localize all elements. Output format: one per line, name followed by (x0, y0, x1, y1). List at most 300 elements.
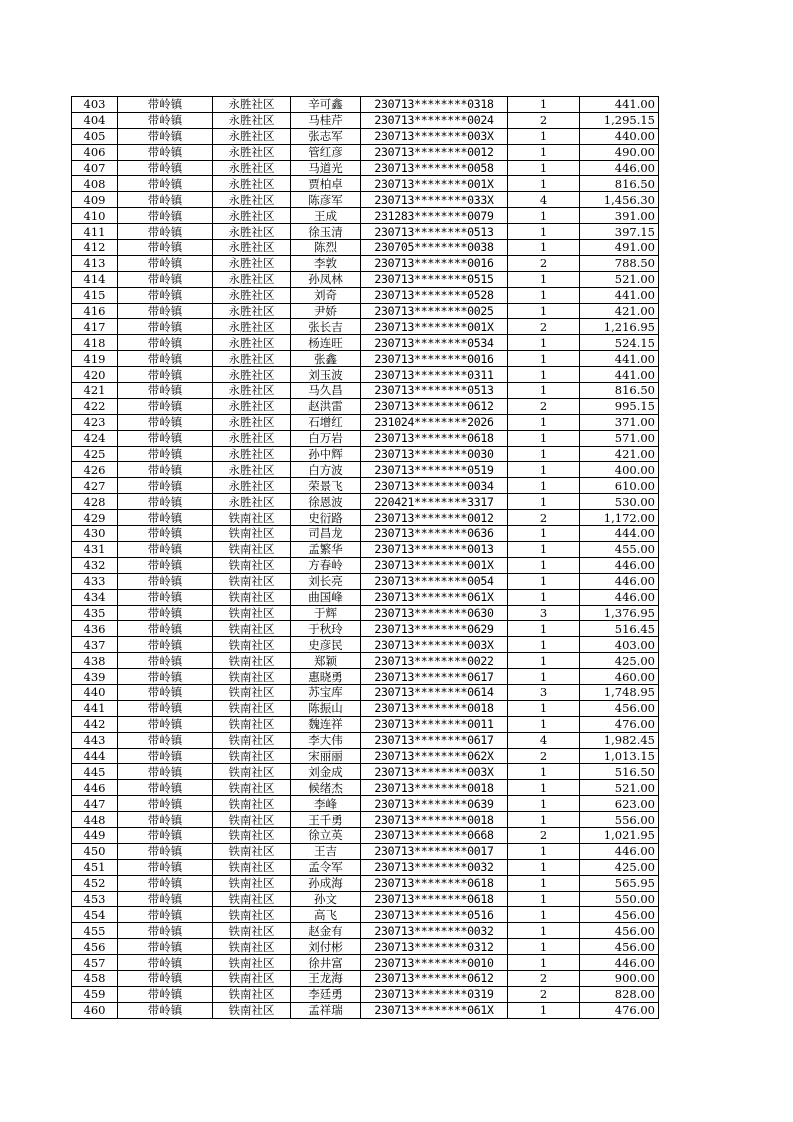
id-number-cell: 230713********0012 (361, 510, 508, 526)
name-cell: 徐恩波 (291, 494, 361, 510)
name-cell: 候绪杰 (291, 780, 361, 796)
town-cell: 带岭镇 (118, 700, 213, 716)
amount-cell: 1,013.15 (580, 748, 659, 764)
id-number-cell: 230713********0617 (361, 732, 508, 748)
community-cell: 铁南社区 (213, 510, 291, 526)
community-cell: 铁南社区 (213, 891, 291, 907)
household-count-cell: 1 (508, 573, 580, 589)
community-cell: 永胜社区 (213, 160, 291, 176)
id-number-cell: 230713********0016 (361, 351, 508, 367)
id-number-cell: 230713********0034 (361, 478, 508, 494)
community-cell: 永胜社区 (213, 208, 291, 224)
amount-cell: 1,295.15 (580, 112, 659, 128)
community-cell: 永胜社区 (213, 224, 291, 240)
community-cell: 铁南社区 (213, 843, 291, 859)
community-cell: 铁南社区 (213, 637, 291, 653)
town-cell: 带岭镇 (118, 684, 213, 700)
table-row (72, 573, 659, 589)
town-cell: 带岭镇 (118, 510, 213, 526)
town-cell: 带岭镇 (118, 748, 213, 764)
table-row (72, 430, 659, 446)
community-cell: 永胜社区 (213, 446, 291, 462)
name-cell: 魏连祥 (291, 716, 361, 732)
town-cell: 带岭镇 (118, 605, 213, 621)
id-number-cell: 230713********0513 (361, 383, 508, 399)
id-number-cell: 230713********0513 (361, 224, 508, 240)
id-number-cell: 230713********0054 (361, 573, 508, 589)
amount-cell: 490.00 (580, 144, 659, 160)
table-row (72, 780, 659, 796)
household-count-cell: 1 (508, 716, 580, 732)
table-row (72, 557, 659, 573)
id-number-cell: 230713********033X (361, 192, 508, 208)
household-count-cell: 1 (508, 637, 580, 653)
town-cell: 带岭镇 (118, 843, 213, 859)
id-number-cell: 230713********0013 (361, 541, 508, 557)
amount-cell: 371.00 (580, 414, 659, 430)
name-cell: 高飞 (291, 907, 361, 923)
id-number-cell: 230713********0528 (361, 287, 508, 303)
amount-cell: 446.00 (580, 160, 659, 176)
household-count-cell: 1 (508, 700, 580, 716)
town-cell: 带岭镇 (118, 398, 213, 414)
amount-cell: 444.00 (580, 526, 659, 542)
row-number-cell: 411 (72, 224, 118, 240)
town-cell: 带岭镇 (118, 97, 213, 113)
town-cell: 带岭镇 (118, 112, 213, 128)
town-cell: 带岭镇 (118, 224, 213, 240)
amount-cell: 571.00 (580, 430, 659, 446)
row-number-cell: 434 (72, 589, 118, 605)
community-cell: 永胜社区 (213, 478, 291, 494)
row-number-cell: 420 (72, 367, 118, 383)
row-number-cell: 408 (72, 176, 118, 192)
amount-cell: 565.95 (580, 875, 659, 891)
household-count-cell: 1 (508, 653, 580, 669)
row-number-cell: 452 (72, 875, 118, 891)
id-number-cell: 230713********0515 (361, 271, 508, 287)
community-cell: 铁南社区 (213, 748, 291, 764)
row-number-cell: 455 (72, 923, 118, 939)
town-cell: 带岭镇 (118, 637, 213, 653)
household-count-cell: 1 (508, 351, 580, 367)
row-number-cell: 437 (72, 637, 118, 653)
town-cell: 带岭镇 (118, 176, 213, 192)
row-number-cell: 413 (72, 255, 118, 271)
community-cell: 永胜社区 (213, 367, 291, 383)
row-number-cell: 446 (72, 780, 118, 796)
table-row (72, 605, 659, 621)
table-row (72, 383, 659, 399)
id-number-cell: 230713********001X (361, 176, 508, 192)
community-cell: 铁南社区 (213, 796, 291, 812)
row-number-cell: 459 (72, 986, 118, 1002)
row-number-cell: 425 (72, 446, 118, 462)
name-cell: 于秋玲 (291, 621, 361, 637)
household-count-cell: 1 (508, 780, 580, 796)
community-cell: 永胜社区 (213, 319, 291, 335)
name-cell: 尹娇 (291, 303, 361, 319)
town-cell: 带岭镇 (118, 462, 213, 478)
id-number-cell: 231024********2026 (361, 414, 508, 430)
town-cell: 带岭镇 (118, 780, 213, 796)
amount-cell: 816.50 (580, 383, 659, 399)
amount-cell: 530.00 (580, 494, 659, 510)
amount-cell: 521.00 (580, 780, 659, 796)
amount-cell: 556.00 (580, 812, 659, 828)
household-count-cell: 1 (508, 478, 580, 494)
community-cell: 铁南社区 (213, 621, 291, 637)
row-number-cell: 457 (72, 955, 118, 971)
name-cell: 王成 (291, 208, 361, 224)
name-cell: 史彦民 (291, 637, 361, 653)
row-number-cell: 456 (72, 939, 118, 955)
household-count-cell: 1 (508, 335, 580, 351)
amount-cell: 1,021.95 (580, 827, 659, 843)
amount-cell: 788.50 (580, 255, 659, 271)
id-number-cell: 230713********0010 (361, 955, 508, 971)
town-cell: 带岭镇 (118, 732, 213, 748)
town-cell: 带岭镇 (118, 827, 213, 843)
household-count-cell: 1 (508, 208, 580, 224)
household-count-cell: 1 (508, 955, 580, 971)
town-cell: 带岭镇 (118, 287, 213, 303)
table-row (72, 732, 659, 748)
amount-cell: 460.00 (580, 669, 659, 685)
community-cell: 铁南社区 (213, 589, 291, 605)
row-number-cell: 439 (72, 669, 118, 685)
amount-cell: 446.00 (580, 843, 659, 859)
community-cell: 铁南社区 (213, 986, 291, 1002)
table-row (72, 986, 659, 1002)
household-count-cell: 1 (508, 144, 580, 160)
amount-cell: 446.00 (580, 557, 659, 573)
row-number-cell: 444 (72, 748, 118, 764)
table-row (72, 748, 659, 764)
name-cell: 陈彦军 (291, 192, 361, 208)
household-count-cell: 2 (508, 986, 580, 1002)
id-number-cell: 230713********0318 (361, 97, 508, 113)
amount-cell: 828.00 (580, 986, 659, 1002)
name-cell: 王龙海 (291, 970, 361, 986)
row-number-cell: 430 (72, 526, 118, 542)
household-count-cell: 1 (508, 669, 580, 685)
name-cell: 王千勇 (291, 812, 361, 828)
name-cell: 赵洪雷 (291, 398, 361, 414)
id-number-cell: 230713********0058 (361, 160, 508, 176)
row-number-cell: 417 (72, 319, 118, 335)
amount-cell: 1,982.45 (580, 732, 659, 748)
row-number-cell: 409 (72, 192, 118, 208)
row-number-cell: 460 (72, 1002, 118, 1018)
name-cell: 于辉 (291, 605, 361, 621)
name-cell: 贾柏卓 (291, 176, 361, 192)
community-cell: 铁南社区 (213, 907, 291, 923)
amount-cell: 421.00 (580, 446, 659, 462)
row-number-cell: 445 (72, 764, 118, 780)
amount-cell: 446.00 (580, 589, 659, 605)
household-count-cell: 2 (508, 319, 580, 335)
household-count-cell: 1 (508, 271, 580, 287)
community-cell: 铁南社区 (213, 780, 291, 796)
amount-cell: 456.00 (580, 700, 659, 716)
household-count-cell: 2 (508, 827, 580, 843)
row-number-cell: 412 (72, 240, 118, 256)
table-row (72, 462, 659, 478)
id-number-cell: 231283********0079 (361, 208, 508, 224)
household-count-cell: 1 (508, 414, 580, 430)
amount-cell: 476.00 (580, 1002, 659, 1018)
town-cell: 带岭镇 (118, 621, 213, 637)
amount-cell: 521.00 (580, 271, 659, 287)
table-row (72, 128, 659, 144)
amount-cell: 456.00 (580, 939, 659, 955)
household-count-cell: 1 (508, 240, 580, 256)
household-count-cell: 2 (508, 398, 580, 414)
table-row (72, 287, 659, 303)
table-row (72, 669, 659, 685)
household-count-cell: 2 (508, 510, 580, 526)
name-cell: 刘长亮 (291, 573, 361, 589)
name-cell: 马久昌 (291, 383, 361, 399)
community-cell: 永胜社区 (213, 240, 291, 256)
community-cell: 永胜社区 (213, 494, 291, 510)
table-row (72, 700, 659, 716)
table-row (72, 526, 659, 542)
amount-cell: 400.00 (580, 462, 659, 478)
table-row (72, 843, 659, 859)
household-count-cell: 1 (508, 812, 580, 828)
household-count-cell: 1 (508, 589, 580, 605)
table-row (72, 478, 659, 494)
community-cell: 铁南社区 (213, 669, 291, 685)
id-number-cell: 230713********0018 (361, 780, 508, 796)
household-count-cell: 1 (508, 383, 580, 399)
id-number-cell: 230713********0032 (361, 859, 508, 875)
row-number-cell: 451 (72, 859, 118, 875)
name-cell: 孙凤林 (291, 271, 361, 287)
household-count-cell: 4 (508, 192, 580, 208)
town-cell: 带岭镇 (118, 303, 213, 319)
community-cell: 永胜社区 (213, 430, 291, 446)
household-count-cell: 1 (508, 891, 580, 907)
amount-cell: 421.00 (580, 303, 659, 319)
town-cell: 带岭镇 (118, 271, 213, 287)
id-number-cell: 230713********0617 (361, 669, 508, 685)
row-number-cell: 458 (72, 970, 118, 986)
row-number-cell: 440 (72, 684, 118, 700)
amount-cell: 900.00 (580, 970, 659, 986)
id-number-cell: 230713********0519 (361, 462, 508, 478)
table-row (72, 955, 659, 971)
id-number-cell: 230713********0016 (361, 255, 508, 271)
subsidy-table (71, 96, 659, 1019)
amount-cell: 391.00 (580, 208, 659, 224)
community-cell: 永胜社区 (213, 128, 291, 144)
community-cell: 永胜社区 (213, 398, 291, 414)
household-count-cell: 1 (508, 303, 580, 319)
town-cell: 带岭镇 (118, 430, 213, 446)
id-number-cell: 230713********0018 (361, 812, 508, 828)
id-number-cell: 230713********0022 (361, 653, 508, 669)
row-number-cell: 429 (72, 510, 118, 526)
amount-cell: 403.00 (580, 637, 659, 653)
table-row (72, 621, 659, 637)
name-cell: 宋丽丽 (291, 748, 361, 764)
name-cell: 张鑫 (291, 351, 361, 367)
table-row (72, 255, 659, 271)
amount-cell: 446.00 (580, 573, 659, 589)
name-cell: 苏宝库 (291, 684, 361, 700)
household-count-cell: 1 (508, 621, 580, 637)
community-cell: 永胜社区 (213, 97, 291, 113)
row-number-cell: 424 (72, 430, 118, 446)
table-row (72, 303, 659, 319)
row-number-cell: 453 (72, 891, 118, 907)
amount-cell: 1,172.00 (580, 510, 659, 526)
household-count-cell: 2 (508, 112, 580, 128)
name-cell: 孙成海 (291, 875, 361, 891)
name-cell: 辛可鑫 (291, 97, 361, 113)
household-count-cell: 1 (508, 430, 580, 446)
name-cell: 张志军 (291, 128, 361, 144)
community-cell: 铁南社区 (213, 1002, 291, 1018)
id-number-cell: 230713********061X (361, 589, 508, 605)
town-cell: 带岭镇 (118, 923, 213, 939)
table-row (72, 653, 659, 669)
name-cell: 曲国峰 (291, 589, 361, 605)
id-number-cell: 230713********0011 (361, 716, 508, 732)
id-number-cell: 230713********001X (361, 319, 508, 335)
household-count-cell: 1 (508, 526, 580, 542)
name-cell: 孟祥瑞 (291, 1002, 361, 1018)
town-cell: 带岭镇 (118, 859, 213, 875)
household-count-cell: 1 (508, 160, 580, 176)
name-cell: 杨连旺 (291, 335, 361, 351)
table-row (72, 796, 659, 812)
table-row (72, 319, 659, 335)
row-number-cell: 428 (72, 494, 118, 510)
name-cell: 陈振山 (291, 700, 361, 716)
amount-cell: 1,748.95 (580, 684, 659, 700)
household-count-cell: 1 (508, 224, 580, 240)
community-cell: 铁南社区 (213, 859, 291, 875)
table-row (72, 271, 659, 287)
row-number-cell: 422 (72, 398, 118, 414)
row-number-cell: 403 (72, 97, 118, 113)
row-number-cell: 438 (72, 653, 118, 669)
id-number-cell: 230713********0030 (361, 446, 508, 462)
table-row (72, 684, 659, 700)
table-row (72, 923, 659, 939)
id-number-cell: 230713********0312 (361, 939, 508, 955)
id-number-cell: 230713********0629 (361, 621, 508, 637)
household-count-cell: 3 (508, 684, 580, 700)
household-count-cell: 1 (508, 446, 580, 462)
id-number-cell: 230713********0018 (361, 700, 508, 716)
name-cell: 郑颖 (291, 653, 361, 669)
town-cell: 带岭镇 (118, 526, 213, 542)
table-row (72, 970, 659, 986)
name-cell: 张长吉 (291, 319, 361, 335)
community-cell: 永胜社区 (213, 335, 291, 351)
amount-cell: 456.00 (580, 923, 659, 939)
table-row (72, 541, 659, 557)
table-row (72, 859, 659, 875)
row-number-cell: 426 (72, 462, 118, 478)
name-cell: 白方波 (291, 462, 361, 478)
town-cell: 带岭镇 (118, 939, 213, 955)
row-number-cell: 448 (72, 812, 118, 828)
name-cell: 陈烈 (291, 240, 361, 256)
id-number-cell: 230705********0038 (361, 240, 508, 256)
row-number-cell: 407 (72, 160, 118, 176)
household-count-cell: 2 (508, 748, 580, 764)
row-number-cell: 410 (72, 208, 118, 224)
community-cell: 铁南社区 (213, 653, 291, 669)
id-number-cell: 220421********3317 (361, 494, 508, 510)
amount-cell: 1,456.30 (580, 192, 659, 208)
amount-cell: 441.00 (580, 287, 659, 303)
name-cell: 马桂芹 (291, 112, 361, 128)
household-count-cell: 1 (508, 939, 580, 955)
row-number-cell: 405 (72, 128, 118, 144)
town-cell: 带岭镇 (118, 144, 213, 160)
id-number-cell: 230713********0630 (361, 605, 508, 621)
amount-cell: 441.00 (580, 97, 659, 113)
name-cell: 孙文 (291, 891, 361, 907)
row-number-cell: 441 (72, 700, 118, 716)
id-number-cell: 230713********0319 (361, 986, 508, 1002)
household-count-cell: 1 (508, 541, 580, 557)
community-cell: 铁南社区 (213, 526, 291, 542)
table-row (72, 176, 659, 192)
table-row (72, 939, 659, 955)
town-cell: 带岭镇 (118, 1002, 213, 1018)
household-count-cell: 1 (508, 494, 580, 510)
town-cell: 带岭镇 (118, 986, 213, 1002)
name-cell: 孙中辉 (291, 446, 361, 462)
id-number-cell: 230713********0311 (361, 367, 508, 383)
row-number-cell: 427 (72, 478, 118, 494)
community-cell: 永胜社区 (213, 176, 291, 192)
community-cell: 铁南社区 (213, 605, 291, 621)
household-count-cell: 1 (508, 923, 580, 939)
table-row (72, 414, 659, 430)
town-cell: 带岭镇 (118, 955, 213, 971)
town-cell: 带岭镇 (118, 335, 213, 351)
town-cell: 带岭镇 (118, 414, 213, 430)
town-cell: 带岭镇 (118, 319, 213, 335)
community-cell: 永胜社区 (213, 383, 291, 399)
household-count-cell: 1 (508, 128, 580, 144)
table-row (72, 1002, 659, 1018)
community-cell: 铁南社区 (213, 923, 291, 939)
id-number-cell: 230713********0534 (361, 335, 508, 351)
town-cell: 带岭镇 (118, 907, 213, 923)
id-number-cell: 230713********001X (361, 557, 508, 573)
name-cell: 荣景飞 (291, 478, 361, 494)
id-number-cell: 230713********0032 (361, 923, 508, 939)
table-row (72, 367, 659, 383)
household-count-cell: 1 (508, 859, 580, 875)
row-number-cell: 449 (72, 827, 118, 843)
household-count-cell: 1 (508, 176, 580, 192)
community-cell: 铁南社区 (213, 955, 291, 971)
table-row (72, 891, 659, 907)
id-number-cell: 230713********062X (361, 748, 508, 764)
town-cell: 带岭镇 (118, 128, 213, 144)
